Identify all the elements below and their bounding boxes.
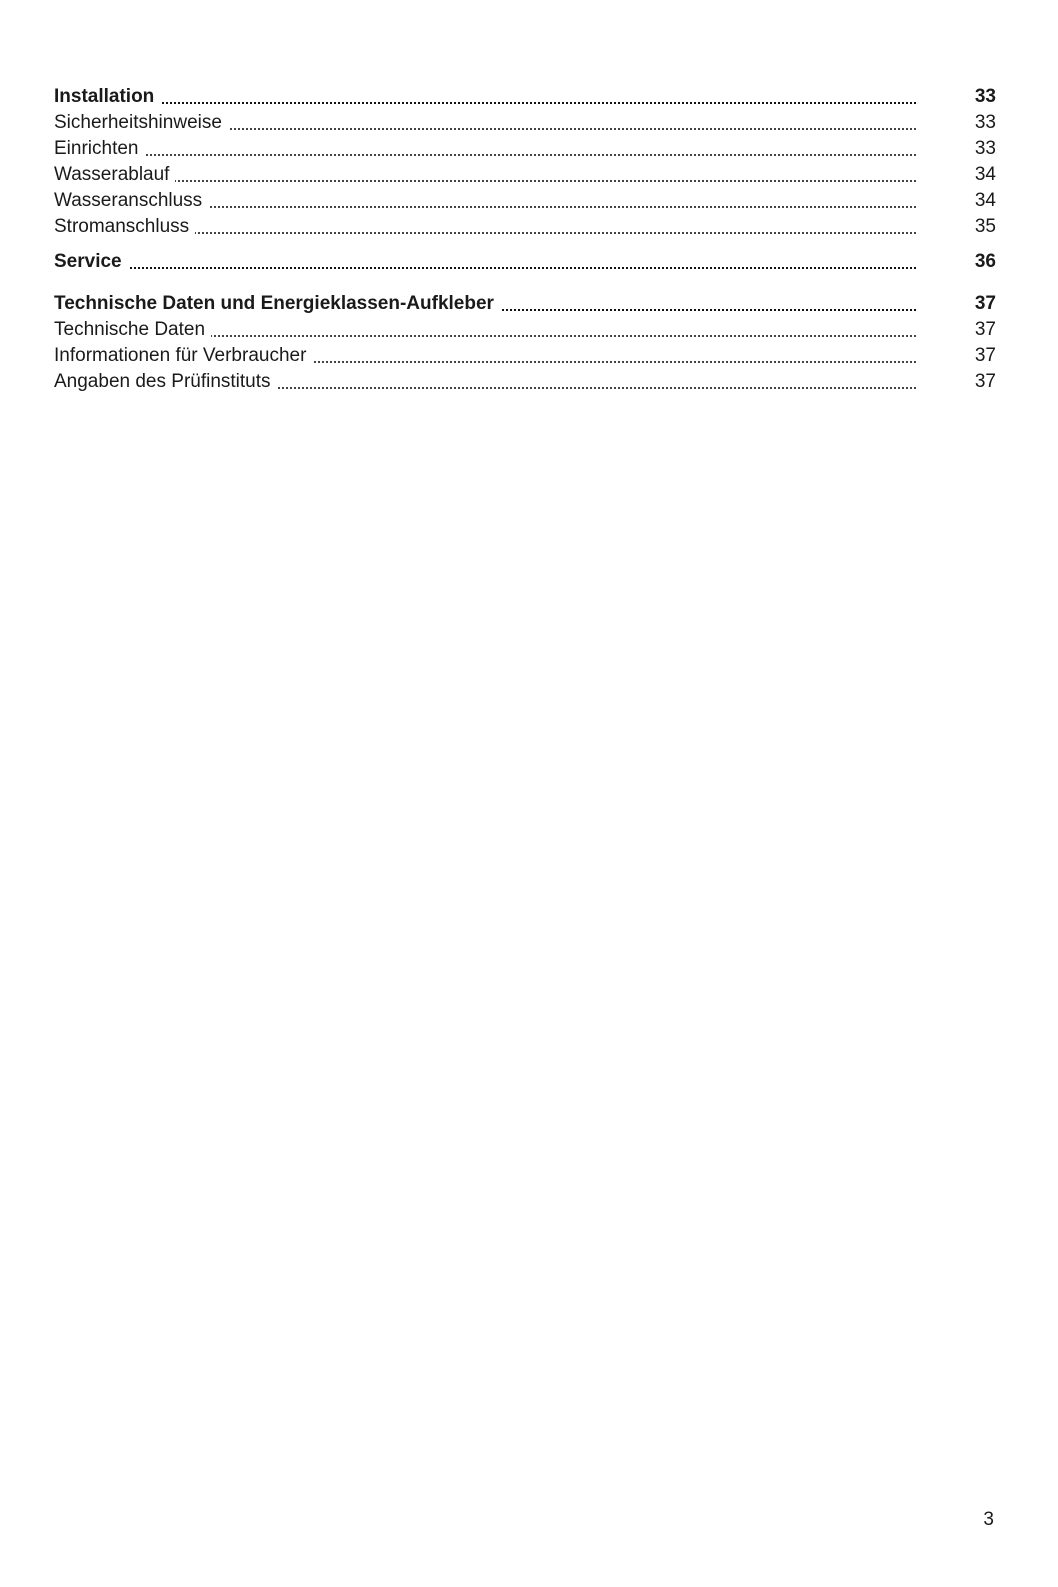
toc-page-number: 37	[974, 293, 996, 314]
toc-page-number: 34	[974, 190, 996, 211]
dot-leader	[54, 102, 916, 104]
toc-page-number: 33	[974, 138, 996, 159]
toc-item-angaben-des-pruefinstituts[interactable]	[54, 369, 996, 395]
toc-section-service[interactable]	[54, 249, 996, 275]
toc-label-wrap	[54, 249, 916, 275]
dot-leader	[54, 180, 916, 182]
toc-page-number: 36	[974, 251, 996, 272]
toc-label: Technische Daten und Energieklassen-Aufkleber	[54, 293, 500, 314]
toc-item-wasseranschluss[interactable]	[54, 188, 996, 214]
toc-item-stromanschluss[interactable]	[54, 214, 996, 240]
toc-label-wrap	[54, 110, 916, 136]
toc-label: Installation	[54, 86, 160, 107]
toc-page-number: 33	[974, 112, 996, 133]
toc-item-einrichten[interactable]	[54, 136, 996, 162]
toc-page-number: 34	[974, 164, 996, 185]
toc-label: Technische Daten	[54, 319, 211, 340]
toc-label-wrap	[54, 291, 916, 317]
toc-section-installation[interactable]	[54, 84, 996, 110]
toc-label: Wasseranschluss	[54, 190, 208, 211]
toc-page-number: 37	[974, 319, 996, 340]
toc-page-number: 37	[974, 345, 996, 366]
toc-label: Einrichten	[54, 138, 145, 159]
toc-label-wrap	[54, 214, 916, 240]
toc-label: Service	[54, 251, 128, 272]
toc-page-number: 35	[974, 216, 996, 237]
dot-leader	[54, 154, 916, 156]
toc-item-technische-daten[interactable]	[54, 317, 996, 343]
toc-label-wrap	[54, 188, 916, 214]
toc-label: Sicherheitshinweise	[54, 112, 228, 133]
toc-item-sicherheitshinweise[interactable]	[54, 110, 996, 136]
toc-label: Angaben des Prüfinstituts	[54, 371, 277, 392]
toc-label-wrap	[54, 369, 916, 395]
toc-label-wrap	[54, 343, 916, 369]
toc-page-number: 37	[974, 371, 996, 392]
toc-item-informationen-fuer-verbraucher[interactable]	[54, 343, 996, 369]
toc-item-wasserablauf[interactable]	[54, 162, 996, 188]
toc-label-wrap	[54, 84, 916, 110]
toc-page-number: 33	[974, 86, 996, 107]
toc-label: Wasserablauf	[54, 164, 175, 185]
toc-label: Stromanschluss	[54, 216, 195, 237]
page-number: 3	[983, 1509, 994, 1530]
toc-label-wrap	[54, 136, 916, 162]
toc-section-technische-daten-und-energieklassen-aufkleber[interactable]	[54, 291, 996, 317]
toc-label: Informationen für Verbraucher	[54, 345, 312, 366]
table-of-contents	[54, 84, 996, 395]
toc-label-wrap	[54, 162, 916, 188]
dot-leader	[54, 267, 916, 269]
toc-label-wrap	[54, 317, 916, 343]
